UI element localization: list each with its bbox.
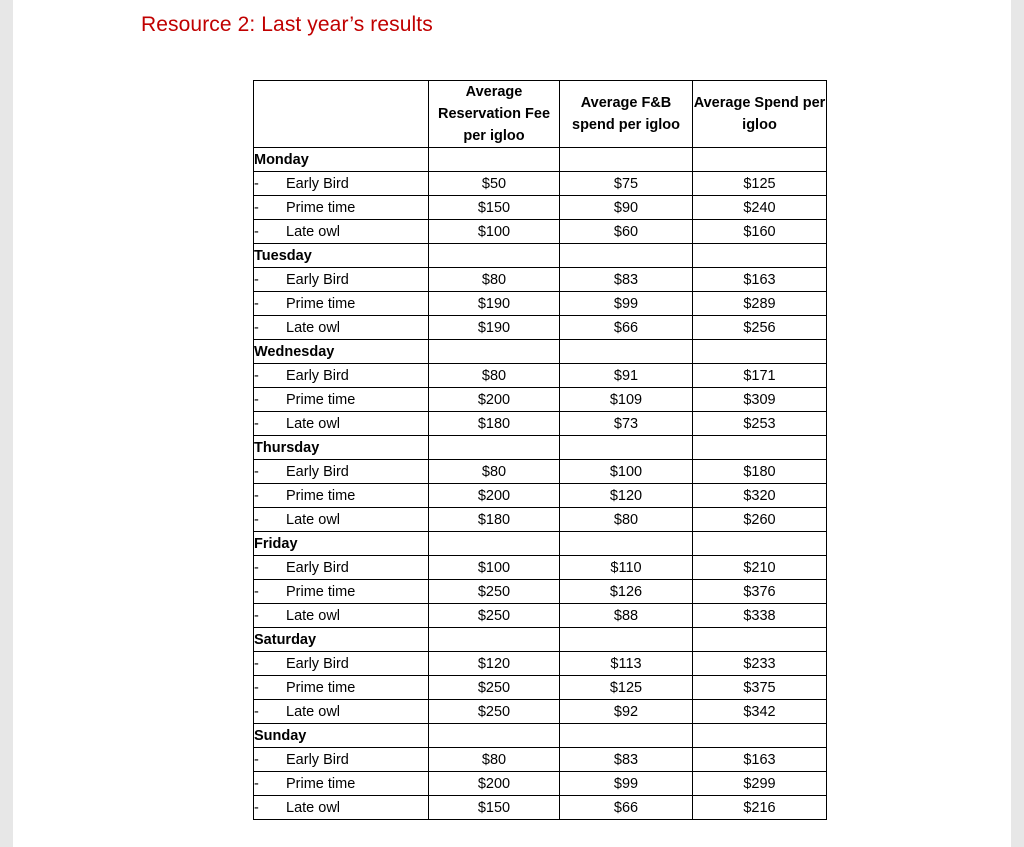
reservation-fee-value: $100 bbox=[429, 220, 560, 244]
avg-spend-value: $320 bbox=[693, 484, 827, 508]
fb-spend-value: $83 bbox=[560, 268, 693, 292]
time-slot-label-cell bbox=[254, 772, 429, 796]
dash-bullet: - bbox=[254, 775, 259, 792]
dash-bullet: - bbox=[254, 271, 259, 288]
reservation-fee-value: $100 bbox=[429, 556, 560, 580]
fb-spend-value: $99 bbox=[560, 292, 693, 316]
time-slot-row bbox=[254, 508, 827, 532]
time-slot-row bbox=[254, 580, 827, 604]
fb-spend-value: $109 bbox=[560, 388, 693, 412]
day-label: Saturday bbox=[254, 628, 429, 652]
time-slot-label-cell bbox=[254, 460, 429, 484]
fb-spend-value: $126 bbox=[560, 580, 693, 604]
time-slot-row bbox=[254, 364, 827, 388]
time-slot-row bbox=[254, 172, 827, 196]
time-slot-label-cell bbox=[254, 316, 429, 340]
avg-spend-value: $240 bbox=[693, 196, 827, 220]
avg-spend-value: $125 bbox=[693, 172, 827, 196]
day-header-row bbox=[254, 148, 827, 172]
time-slot-label: Late owl bbox=[286, 703, 341, 720]
avg-spend-value: $210 bbox=[693, 556, 827, 580]
time-slot-label-cell bbox=[254, 196, 429, 220]
reservation-fee-value: $250 bbox=[429, 676, 560, 700]
time-slot-row bbox=[254, 556, 827, 580]
reservation-fee-value: $80 bbox=[429, 364, 560, 388]
fb-spend-value: $75 bbox=[560, 172, 693, 196]
avg-spend-value: $375 bbox=[693, 676, 827, 700]
avg-spend-value: $256 bbox=[693, 316, 827, 340]
time-slot-label: Late owl bbox=[286, 607, 341, 624]
empty-cell bbox=[560, 340, 693, 364]
time-slot-row bbox=[254, 652, 827, 676]
empty-cell bbox=[693, 532, 827, 556]
avg-spend-value: $171 bbox=[693, 364, 827, 388]
dash-bullet: - bbox=[254, 511, 259, 528]
time-slot-label: Late owl bbox=[286, 799, 341, 816]
time-slot-label: Early Bird bbox=[286, 175, 349, 192]
time-slot-row bbox=[254, 220, 827, 244]
fb-spend-value: $60 bbox=[560, 220, 693, 244]
dash-bullet: - bbox=[254, 799, 259, 816]
dash-bullet: - bbox=[254, 295, 259, 312]
fb-spend-value: $66 bbox=[560, 796, 693, 820]
time-slot-label-cell bbox=[254, 748, 429, 772]
dash-bullet: - bbox=[254, 607, 259, 624]
results-table bbox=[253, 80, 827, 820]
time-slot-label: Late owl bbox=[286, 223, 341, 240]
avg-spend-value: $216 bbox=[693, 796, 827, 820]
reservation-fee-value: $200 bbox=[429, 772, 560, 796]
document-page bbox=[13, 0, 1011, 847]
reservation-fee-value: $250 bbox=[429, 604, 560, 628]
avg-spend-value: $163 bbox=[693, 268, 827, 292]
time-slot-row bbox=[254, 292, 827, 316]
time-slot-row bbox=[254, 196, 827, 220]
avg-spend-value: $299 bbox=[693, 772, 827, 796]
avg-spend-value: $342 bbox=[693, 700, 827, 724]
time-slot-label: Prime time bbox=[286, 679, 356, 696]
header-avg-reservation-fee: Average Reservation Fee per igloo bbox=[429, 81, 560, 148]
avg-spend-value: $163 bbox=[693, 748, 827, 772]
avg-spend-value: $376 bbox=[693, 580, 827, 604]
reservation-fee-value: $180 bbox=[429, 508, 560, 532]
time-slot-label-cell bbox=[254, 220, 429, 244]
dash-bullet: - bbox=[254, 367, 259, 384]
day-header-row bbox=[254, 724, 827, 748]
day-header-row bbox=[254, 436, 827, 460]
table-header-row bbox=[254, 81, 827, 148]
fb-spend-value: $113 bbox=[560, 652, 693, 676]
avg-spend-value: $338 bbox=[693, 604, 827, 628]
dash-bullet: - bbox=[254, 559, 259, 576]
time-slot-label-cell bbox=[254, 676, 429, 700]
time-slot-label: Prime time bbox=[286, 583, 356, 600]
time-slot-label-cell bbox=[254, 364, 429, 388]
time-slot-label-cell bbox=[254, 292, 429, 316]
reservation-fee-value: $180 bbox=[429, 412, 560, 436]
time-slot-label-cell bbox=[254, 652, 429, 676]
dash-bullet: - bbox=[254, 319, 259, 336]
fb-spend-value: $90 bbox=[560, 196, 693, 220]
header-avg-spend: Average Spend per igloo bbox=[693, 81, 827, 148]
reservation-fee-value: $150 bbox=[429, 796, 560, 820]
dash-bullet: - bbox=[254, 487, 259, 504]
dash-bullet: - bbox=[254, 223, 259, 240]
dash-bullet: - bbox=[254, 679, 259, 696]
reservation-fee-value: $200 bbox=[429, 484, 560, 508]
time-slot-label-cell bbox=[254, 412, 429, 436]
empty-cell bbox=[693, 148, 827, 172]
dash-bullet: - bbox=[254, 583, 259, 600]
empty-cell bbox=[429, 532, 560, 556]
time-slot-label: Late owl bbox=[286, 511, 341, 528]
avg-spend-value: $253 bbox=[693, 412, 827, 436]
dash-bullet: - bbox=[254, 391, 259, 408]
time-slot-label: Prime time bbox=[286, 199, 356, 216]
avg-spend-value: $160 bbox=[693, 220, 827, 244]
avg-spend-value: $233 bbox=[693, 652, 827, 676]
empty-cell bbox=[560, 436, 693, 460]
day-header-row bbox=[254, 532, 827, 556]
empty-cell bbox=[560, 148, 693, 172]
time-slot-label: Prime time bbox=[286, 391, 356, 408]
time-slot-row bbox=[254, 268, 827, 292]
empty-cell bbox=[560, 244, 693, 268]
time-slot-label: Early Bird bbox=[286, 751, 349, 768]
fb-spend-value: $125 bbox=[560, 676, 693, 700]
dash-bullet: - bbox=[254, 199, 259, 216]
reservation-fee-value: $250 bbox=[429, 580, 560, 604]
dash-bullet: - bbox=[254, 655, 259, 672]
time-slot-row bbox=[254, 412, 827, 436]
reservation-fee-value: $200 bbox=[429, 388, 560, 412]
time-slot-label-cell bbox=[254, 556, 429, 580]
time-slot-label-cell bbox=[254, 700, 429, 724]
time-slot-label: Early Bird bbox=[286, 655, 349, 672]
avg-spend-value: $289 bbox=[693, 292, 827, 316]
reservation-fee-value: $150 bbox=[429, 196, 560, 220]
time-slot-row bbox=[254, 316, 827, 340]
empty-cell bbox=[429, 148, 560, 172]
empty-cell bbox=[560, 628, 693, 652]
empty-cell bbox=[693, 628, 827, 652]
dash-bullet: - bbox=[254, 463, 259, 480]
fb-spend-value: $100 bbox=[560, 460, 693, 484]
fb-spend-value: $66 bbox=[560, 316, 693, 340]
time-slot-label: Prime time bbox=[286, 295, 356, 312]
page-title: Resource 2: Last year’s results bbox=[141, 13, 433, 36]
fb-spend-value: $92 bbox=[560, 700, 693, 724]
time-slot-label-cell bbox=[254, 268, 429, 292]
time-slot-label: Early Bird bbox=[286, 367, 349, 384]
time-slot-row bbox=[254, 796, 827, 820]
header-avg-fb-spend: Average F&B spend per igloo bbox=[560, 81, 693, 148]
time-slot-label-cell bbox=[254, 796, 429, 820]
reservation-fee-value: $80 bbox=[429, 460, 560, 484]
empty-cell bbox=[693, 244, 827, 268]
empty-cell bbox=[429, 724, 560, 748]
dash-bullet: - bbox=[254, 751, 259, 768]
time-slot-row bbox=[254, 772, 827, 796]
empty-cell bbox=[560, 532, 693, 556]
empty-cell bbox=[429, 436, 560, 460]
day-label: Wednesday bbox=[254, 340, 429, 364]
dash-bullet: - bbox=[254, 703, 259, 720]
reservation-fee-value: $190 bbox=[429, 292, 560, 316]
time-slot-label-cell bbox=[254, 388, 429, 412]
time-slot-row bbox=[254, 676, 827, 700]
empty-cell bbox=[429, 628, 560, 652]
empty-cell bbox=[693, 436, 827, 460]
time-slot-row bbox=[254, 484, 827, 508]
fb-spend-value: $88 bbox=[560, 604, 693, 628]
time-slot-label: Late owl bbox=[286, 319, 341, 336]
empty-cell bbox=[560, 724, 693, 748]
time-slot-row bbox=[254, 700, 827, 724]
empty-cell bbox=[429, 340, 560, 364]
reservation-fee-value: $120 bbox=[429, 652, 560, 676]
empty-cell bbox=[693, 340, 827, 364]
dash-bullet: - bbox=[254, 415, 259, 432]
fb-spend-value: $91 bbox=[560, 364, 693, 388]
time-slot-row bbox=[254, 748, 827, 772]
day-header-row bbox=[254, 628, 827, 652]
day-header-row bbox=[254, 340, 827, 364]
time-slot-label: Prime time bbox=[286, 775, 356, 792]
day-label: Friday bbox=[254, 532, 429, 556]
reservation-fee-value: $80 bbox=[429, 268, 560, 292]
fb-spend-value: $80 bbox=[560, 508, 693, 532]
time-slot-row bbox=[254, 388, 827, 412]
time-slot-row bbox=[254, 604, 827, 628]
fb-spend-value: $83 bbox=[560, 748, 693, 772]
avg-spend-value: $260 bbox=[693, 508, 827, 532]
avg-spend-value: $309 bbox=[693, 388, 827, 412]
time-slot-label-cell bbox=[254, 508, 429, 532]
time-slot-label: Early Bird bbox=[286, 271, 349, 288]
table-body bbox=[254, 148, 827, 820]
dash-bullet: - bbox=[254, 175, 259, 192]
time-slot-label-cell bbox=[254, 604, 429, 628]
reservation-fee-value: $80 bbox=[429, 748, 560, 772]
empty-cell bbox=[429, 244, 560, 268]
time-slot-label: Early Bird bbox=[286, 559, 349, 576]
fb-spend-value: $73 bbox=[560, 412, 693, 436]
time-slot-row bbox=[254, 460, 827, 484]
header-blank bbox=[254, 81, 429, 148]
reservation-fee-value: $250 bbox=[429, 700, 560, 724]
reservation-fee-value: $190 bbox=[429, 316, 560, 340]
time-slot-label: Prime time bbox=[286, 487, 356, 504]
day-label: Monday bbox=[254, 148, 429, 172]
fb-spend-value: $120 bbox=[560, 484, 693, 508]
day-label: Sunday bbox=[254, 724, 429, 748]
time-slot-label-cell bbox=[254, 580, 429, 604]
empty-cell bbox=[693, 724, 827, 748]
time-slot-label-cell bbox=[254, 484, 429, 508]
fb-spend-value: $99 bbox=[560, 772, 693, 796]
time-slot-label: Late owl bbox=[286, 415, 341, 432]
fb-spend-value: $110 bbox=[560, 556, 693, 580]
day-label: Thursday bbox=[254, 436, 429, 460]
avg-spend-value: $180 bbox=[693, 460, 827, 484]
time-slot-label: Early Bird bbox=[286, 463, 349, 480]
reservation-fee-value: $50 bbox=[429, 172, 560, 196]
time-slot-label-cell bbox=[254, 172, 429, 196]
day-label: Tuesday bbox=[254, 244, 429, 268]
day-header-row bbox=[254, 244, 827, 268]
